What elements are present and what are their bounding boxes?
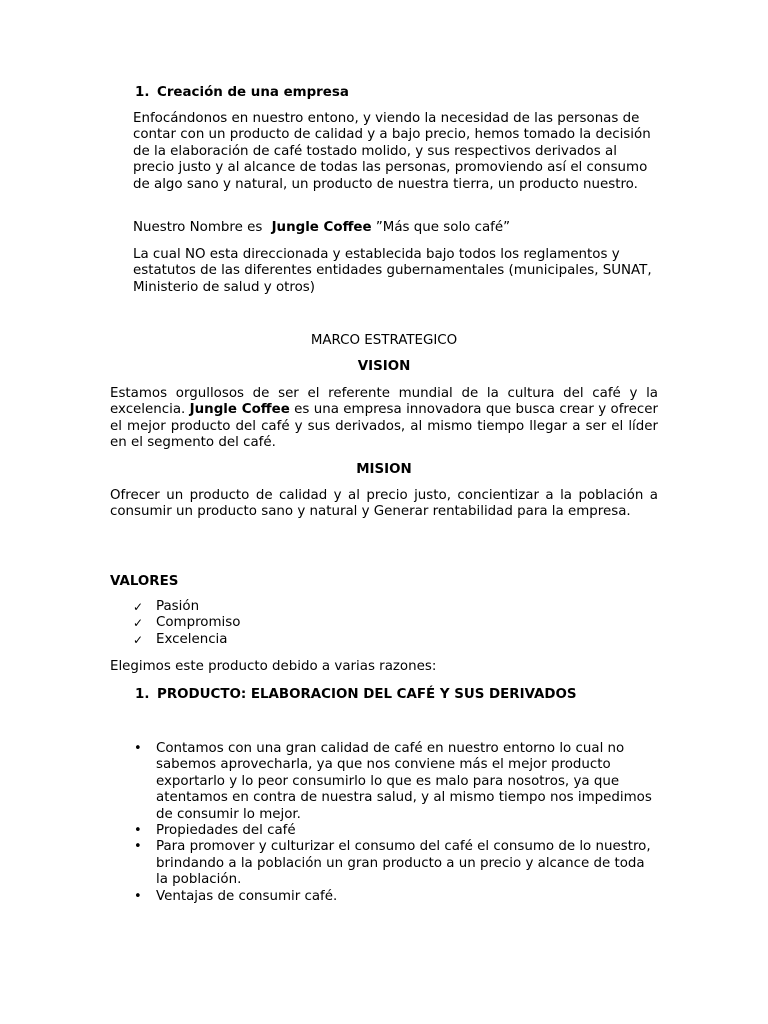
brand-slogan: ”Más que solo café” (375, 220, 511, 235)
bullet-icon: • (134, 839, 142, 855)
bullet-icon: • (134, 741, 142, 756)
heading-number: 1. (135, 85, 150, 100)
reasons-list (133, 741, 658, 905)
vision-brand: Jungle Coffee (189, 402, 290, 418)
legal-paragraph: La cual NO esta direccionada y establecida bajo todos los reglamentos y estatutos de las diferentes entidades gubernamentales (municipales, SUNAT, Ministerio de salud y otros) (133, 247, 652, 295)
vision-title: VISION (357, 359, 411, 374)
valores-title: VALORES (110, 574, 179, 589)
name-prefix: Nuestro Nombre es (133, 220, 263, 235)
product-heading (135, 687, 577, 703)
brand-name: Jungle Coffee (271, 220, 372, 235)
check-icon: ✓ (133, 600, 144, 614)
marco-title: MARCO ESTRATEGICO (310, 333, 458, 348)
mision-title: MISION (356, 462, 412, 477)
check-icon: ✓ (133, 632, 144, 647)
bullet-icon: • (134, 888, 142, 904)
list-item: ✓ Excelencia (133, 631, 228, 647)
vision-text-b: es una empresa innovadora que busca crear y ofrecer el mejor producto del café y sus derivados, al mismo tiempo llegar a ser el líder en el segmento del café. (110, 402, 658, 451)
list-item: • Propiedades del café (134, 823, 296, 839)
check-icon: ✓ (133, 616, 144, 631)
intro-paragraph: Enfocándonos en nuestro entono, y viendo la necesidad de las personas de contar con un producto de calidad y a bajo precio, hemos tomado la decisión de la elaboración de café tostado molido, y sus respectivos derivados al precio justo y al alcance de todas las personas, promoviendo así el consumo de algo sano y natural, un producto de nuestra tierra, un producto nuestro. (133, 111, 651, 192)
list-item: • Para promover y culturizar el consumo del café el consumo de lo nuestro, brindando a la población un gran producto a un precio y alcance de toda la población. (134, 839, 651, 888)
brand-name-line (133, 220, 510, 236)
list-item: ✓ Compromiso (133, 615, 241, 631)
heading-text: Creación de una empresa (157, 85, 349, 100)
reasons-intro: Elegimos este producto debido a varias razones: (110, 659, 437, 674)
valores-list (133, 599, 240, 648)
vision-paragraph (110, 386, 658, 452)
mision-paragraph: Ofrecer un producto de calidad y al precio justo, concientizar a la población a consumir un producto sano y natural y Generar rentabilidad para la empresa. (110, 488, 658, 520)
heading-number: 1. (135, 687, 150, 702)
list-item: • Contamos con una gran calidad de café en nuestro entorno lo cual no sabemos aprovecharla, ya que nos conviene más el mejor producto exportarlo y lo peor consumirlo lo que es malo para nosotros, ya que atentamos en contra de nuestra salud, y al mismo tiempo nos impedimos de consumir lo mejor. (134, 741, 652, 822)
list-item: ✓ Pasión (133, 599, 200, 614)
vision-text-a: Estamos orgullosos de ser el referente mundial de la cultura del café y la excelencia. (110, 386, 658, 418)
list-item: • Ventajas de consumir café. (134, 888, 338, 904)
bullet-icon: • (134, 823, 142, 839)
heading-text: PRODUCTO: ELABORACION DEL CAFÉ Y SUS DERIVADOS (157, 687, 577, 702)
section-heading (135, 85, 349, 101)
